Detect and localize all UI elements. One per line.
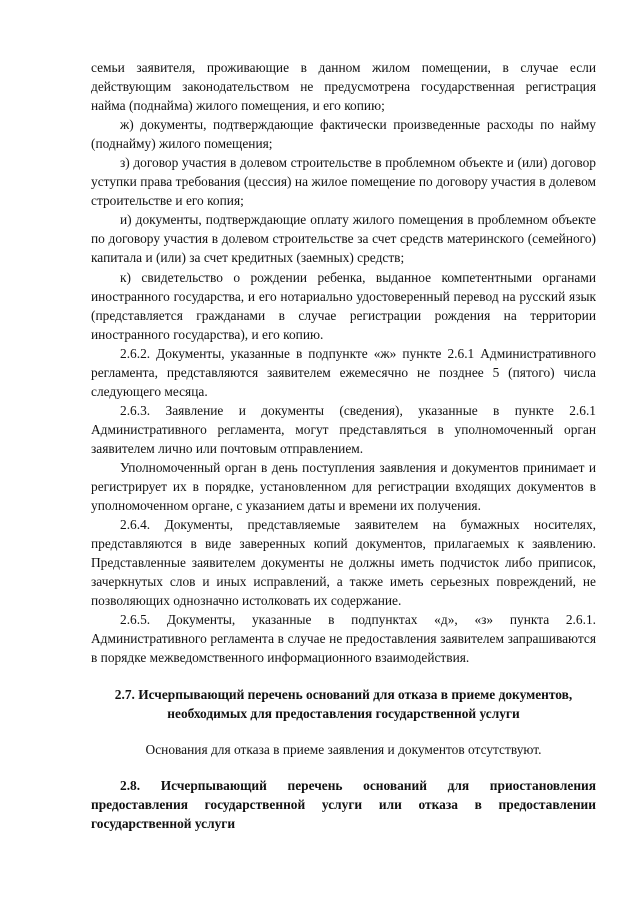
paragraph-2-6-5: 2.6.5. Документы, указанные в подпунктах «д», «з» пункта 2.6.1. Административного регламента в случае не предоставления заявителем запрашиваются в порядке межведомственного информационного взаимодействия. xyxy=(91,612,596,666)
paragraph-item-zh: ж) документы, подтверждающие фактически произведенные расходы по найму (поднайму) жилого помещения; xyxy=(91,117,596,152)
paragraph-2-6-4: 2.6.4. Документы, представляемые заявителем на бумажных носителях, представляются в виде заверенных копий документов, прилагаемых к заявлению. Представленные заявителем документы не должны иметь подчисток либо приписок, зачеркнутых слов и иных исправлений, а также иметь серьезных повреждений, не позволяющих однозначно истолковать их содержание. xyxy=(91,517,596,609)
section-2-7-heading: 2.7. Исчерпывающий перечень оснований для отказа в приеме документов, необходимых для предоставления государственной услуги xyxy=(114,686,573,721)
paragraph-2-6-3: 2.6.3. Заявление и документы (сведения), указанные в пункте 2.6.1 Административного регламента, могут представляться в уполномоченный орган заявителем лично или почтовым отправлением. xyxy=(91,402,596,456)
paragraph-family-members: семьи заявителя, проживающие в данном жилом помещении, в случае если действующим законодательством не предусмотрена государственная регистрация найма (поднайма) жилого помещения, и его копию; xyxy=(91,60,596,114)
paragraph-item-i: и) документы, подтверждающие оплату жилого помещения в проблемном объекте по договору участия в долевом строительстве за счет средств материнского (семейного) капитала и (или) за счет кредитных (заемных) средств; xyxy=(91,212,596,266)
paragraph-2-6-2: 2.6.2. Документы, указанные в подпункте «ж» пункте 2.6.1 Административного регламента, представляются заявителем ежемесячно не позднее 5 (пятого) числа следующего месяца. xyxy=(91,345,596,399)
paragraph-item-k: к) свидетельство о рождении ребенка, выданное компетентными органами иностранного государства, и его нотариально удостоверенный перевод на русский язык (представляется гражданами в случае регистрации рождения на территории иностранного государства), и его копию. xyxy=(91,269,596,342)
paragraph-item-z: з) договор участия в долевом строительстве в проблемном объекте и (или) договор уступки права требования (цессия) на жилое помещение по договору участия в долевом строительстве и его копия; xyxy=(91,155,596,209)
section-2-8-heading: 2.8. Исчерпывающий перечень оснований для приостановления предоставления государственной услуги или отказа в предоставлении государственной услуги xyxy=(91,777,596,831)
section-2-7-text: Основания для отказа в приеме заявления и документов отсутствуют. xyxy=(145,741,542,757)
document-page xyxy=(91,58,596,833)
paragraph-authorized-body: Уполномоченный орган в день поступления заявления и документов принимает и регистрирует их в порядке, установленном для регистрации входящих документов в уполномоченном органе, с указанием даты и времени их получения. xyxy=(91,459,596,514)
